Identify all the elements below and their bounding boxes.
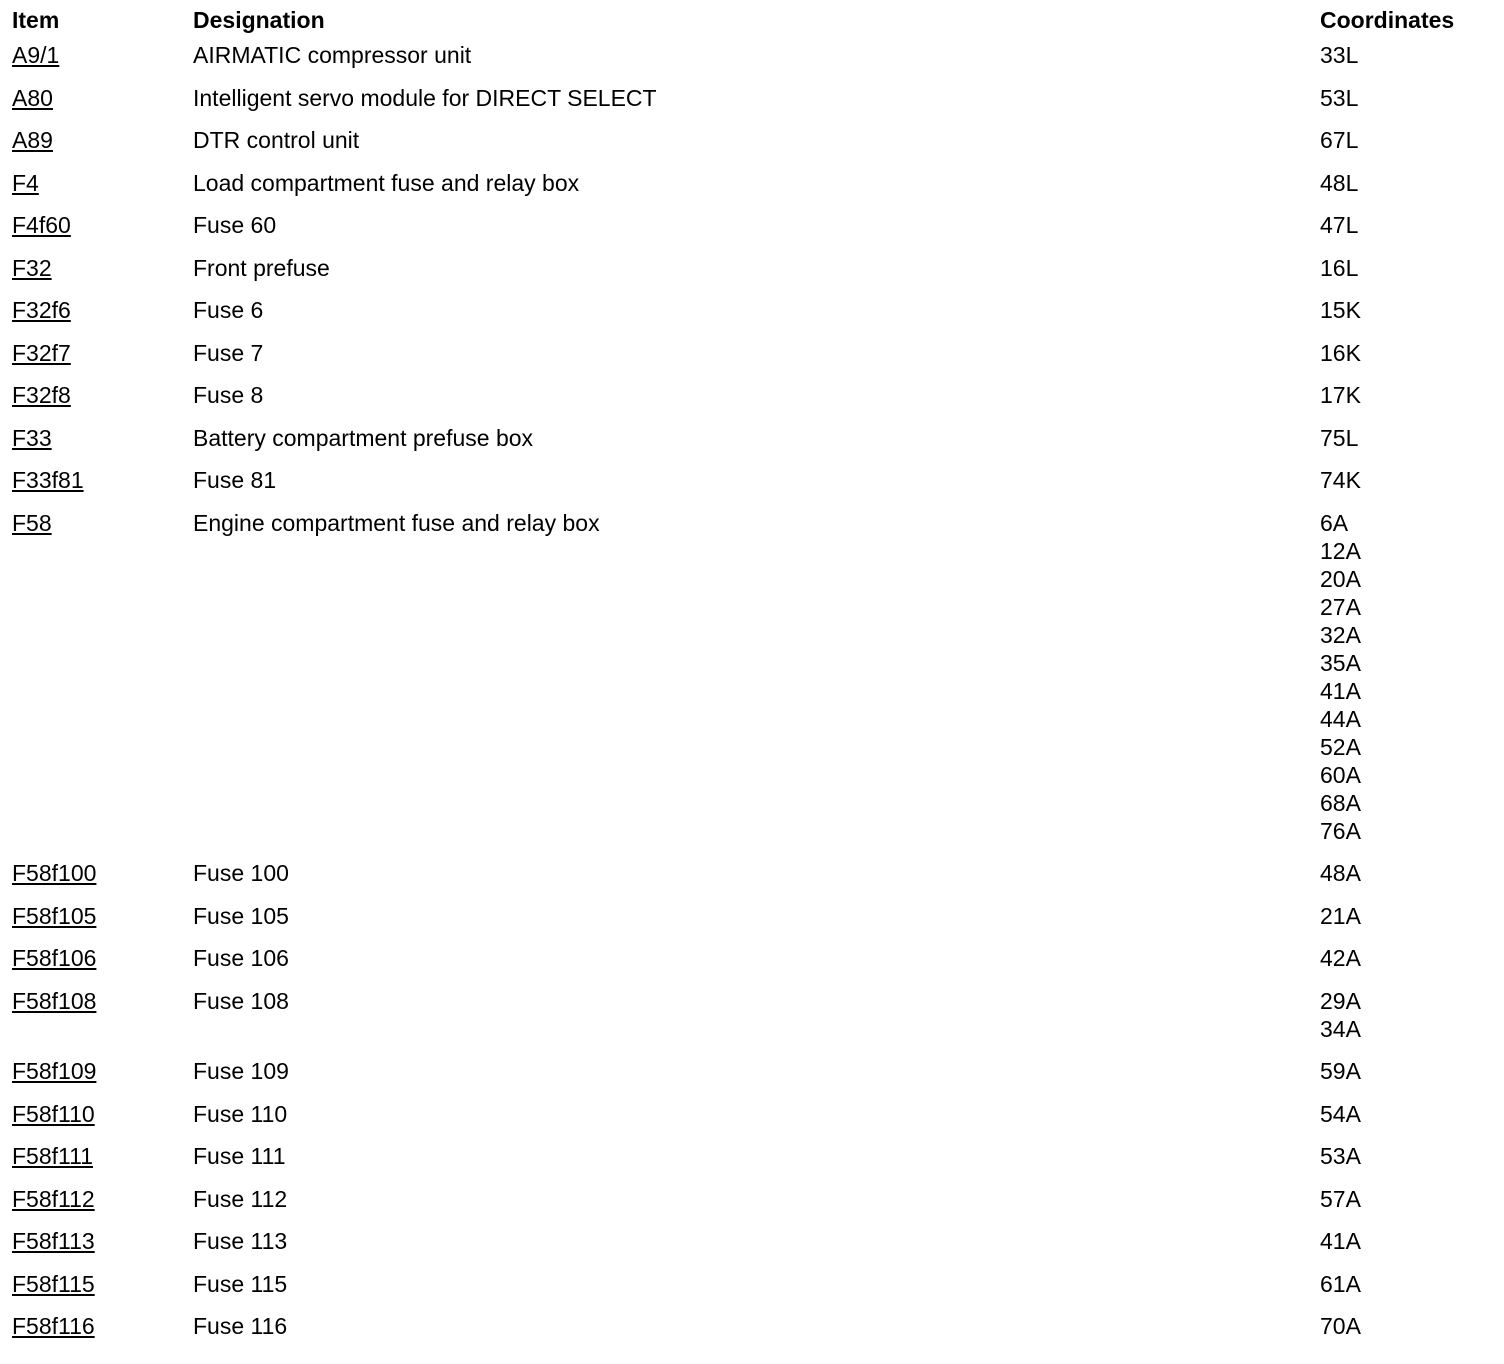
coordinate-value: 16L [1320,254,1359,281]
coordinate-value: 41A [1320,1228,1361,1254]
designation-text: Fuse 6 [193,297,264,323]
coordinate-value: 52A [1320,733,1361,760]
item-link[interactable]: F58f115 [12,1270,95,1297]
item-link[interactable]: F32f7 [12,339,71,366]
coordinates-cell [1320,254,1358,282]
item-link[interactable]: F58f116 [12,1313,95,1339]
coordinates-cell [1320,339,1361,367]
table-row [0,1093,1504,1136]
coordinates-cell [1320,859,1361,887]
coordinates-cell [1320,1227,1361,1255]
designation-text: Fuse 81 [193,467,277,493]
item-link[interactable]: F33f81 [12,467,84,493]
designation-text: Fuse 112 [193,1185,288,1212]
header-designation: Designation [193,7,325,33]
designation-text: Fuse 115 [193,1270,288,1297]
table-row [0,1220,1504,1263]
table-row [0,1305,1504,1348]
designation-text: Fuse 105 [193,902,289,929]
table-row [0,247,1504,290]
designation-text: Fuse 113 [193,1228,288,1254]
coordinate-value: 35A [1320,649,1361,676]
table-row [0,502,1504,853]
item-link[interactable]: F58f110 [12,1100,95,1127]
coordinates-cell [1320,126,1358,154]
coordinates-cell [1320,381,1361,409]
coordinates-cell [1320,509,1361,845]
table-row [0,980,1504,1051]
item-link[interactable]: A9/1 [12,42,60,68]
coordinates-cell [1320,1142,1361,1170]
item-link[interactable]: F32f6 [12,297,71,323]
table-row [0,204,1504,247]
designation-text: Load compartment fuse and relay box [193,169,580,196]
coordinate-value: 42A [1320,945,1361,971]
designation-text: Fuse 111 [193,1143,286,1169]
item-link[interactable]: F58f108 [12,987,97,1014]
coordinate-value: 15K [1320,297,1361,323]
table-row [0,289,1504,332]
coordinates-cell [1320,1100,1361,1128]
designation-text: Battery compartment prefuse box [193,424,534,451]
table-row [0,119,1504,162]
coordinate-value: 12A [1320,537,1361,564]
coordinate-value: 75L [1320,424,1359,451]
item-link[interactable]: F58f109 [12,1058,97,1084]
designation-text: Fuse 109 [193,1058,289,1084]
item-link[interactable]: F33 [12,424,52,451]
coordinate-value: 68A [1320,789,1361,816]
coordinates-cell [1320,41,1358,69]
coordinates-cell [1320,1270,1361,1298]
table-row [0,1178,1504,1221]
designation-text: Front prefuse [193,254,330,281]
coordinates-cell [1320,466,1361,494]
table-row [0,1050,1504,1093]
table-row [0,937,1504,980]
coordinates-cell [1320,84,1358,112]
designation-text: Fuse 8 [193,382,264,408]
coordinates-cell [1320,902,1361,930]
coordinate-value: 57A [1320,1185,1361,1212]
designation-text: Engine compartment fuse and relay box [193,509,600,536]
item-link[interactable]: F4f60 [12,212,71,238]
table-row [0,852,1504,895]
item-link[interactable]: F58 [12,509,52,536]
header-coordinates: Coordinates [1320,7,1455,33]
coordinates-cell [1320,1185,1361,1213]
item-link[interactable]: F58f111 [12,1143,93,1169]
designation-text: AIRMATIC compressor unit [193,42,472,68]
item-link[interactable]: F58f105 [12,902,97,929]
coordinate-value: 41A [1320,677,1361,704]
item-link[interactable]: F58f100 [12,860,97,886]
table-row [0,374,1504,417]
item-link[interactable]: A89 [12,127,53,153]
item-link[interactable]: F58f113 [12,1228,95,1254]
coordinates-cell [1320,1312,1361,1340]
coordinate-value: 61A [1320,1270,1361,1297]
designation-text: Fuse 7 [193,339,264,366]
coordinate-value: 48A [1320,860,1361,886]
designation-text: Fuse 106 [193,945,289,971]
coordinate-value: 53A [1320,1143,1361,1169]
coordinate-value: 6A [1320,509,1349,536]
coordinates-cell [1320,211,1358,239]
coordinate-value: 54A [1320,1100,1361,1127]
table-row [0,417,1504,460]
table-row [0,1135,1504,1178]
table-row [0,895,1504,938]
coordinate-value: 16K [1320,339,1361,366]
coordinate-value: 74K [1320,467,1361,493]
coordinates-cell [1320,987,1361,1043]
coordinate-value: 29A [1320,987,1361,1014]
coordinate-value: 60A [1320,761,1361,788]
coordinate-value: 17K [1320,382,1361,408]
item-link[interactable]: F58f106 [12,945,97,971]
coordinate-value: 67L [1320,127,1359,153]
coordinates-cell [1320,296,1361,324]
coordinate-value: 44A [1320,705,1361,732]
coordinate-value: 32A [1320,621,1361,648]
coordinates-cell [1320,424,1358,452]
table-row [0,162,1504,205]
designation-text: DTR control unit [193,127,360,153]
coordinate-value: 27A [1320,593,1361,620]
coordinates-cell [1320,169,1358,197]
table-row [0,332,1504,375]
designation-text: Fuse 110 [193,1100,288,1127]
item-link[interactable]: F58f112 [12,1185,95,1212]
designation-text: Fuse 116 [193,1313,288,1339]
coordinate-value: 59A [1320,1058,1361,1084]
table-row [0,459,1504,502]
coordinate-value: 47L [1320,212,1359,238]
item-link[interactable]: F32f8 [12,382,71,408]
designation-text: Fuse 108 [193,987,289,1014]
coordinates-cell [1320,944,1361,972]
coordinate-value: 20A [1320,565,1361,592]
designation-text: Fuse 60 [193,212,277,238]
coordinate-value: 76A [1320,817,1361,844]
table-row [0,34,1504,77]
item-link[interactable]: F4 [12,169,39,196]
coordinates-cell [1320,1057,1361,1085]
table-header [0,0,1504,34]
table-body [0,34,1504,1348]
coordinate-value: 48L [1320,169,1359,196]
designation-text: Intelligent servo module for DIRECT SELECT [193,84,657,111]
coordinate-value: 53L [1320,84,1359,111]
table-row [0,1263,1504,1306]
coordinate-value: 33L [1320,42,1359,68]
coordinate-value: 21A [1320,902,1361,929]
table-row [0,77,1504,120]
item-link[interactable]: F32 [12,254,52,281]
header-item: Item [12,7,60,33]
item-link[interactable]: A80 [12,84,53,111]
designation-text: Fuse 100 [193,860,289,886]
coordinate-value: 34A [1320,1015,1361,1042]
coordinate-value: 70A [1320,1313,1361,1339]
